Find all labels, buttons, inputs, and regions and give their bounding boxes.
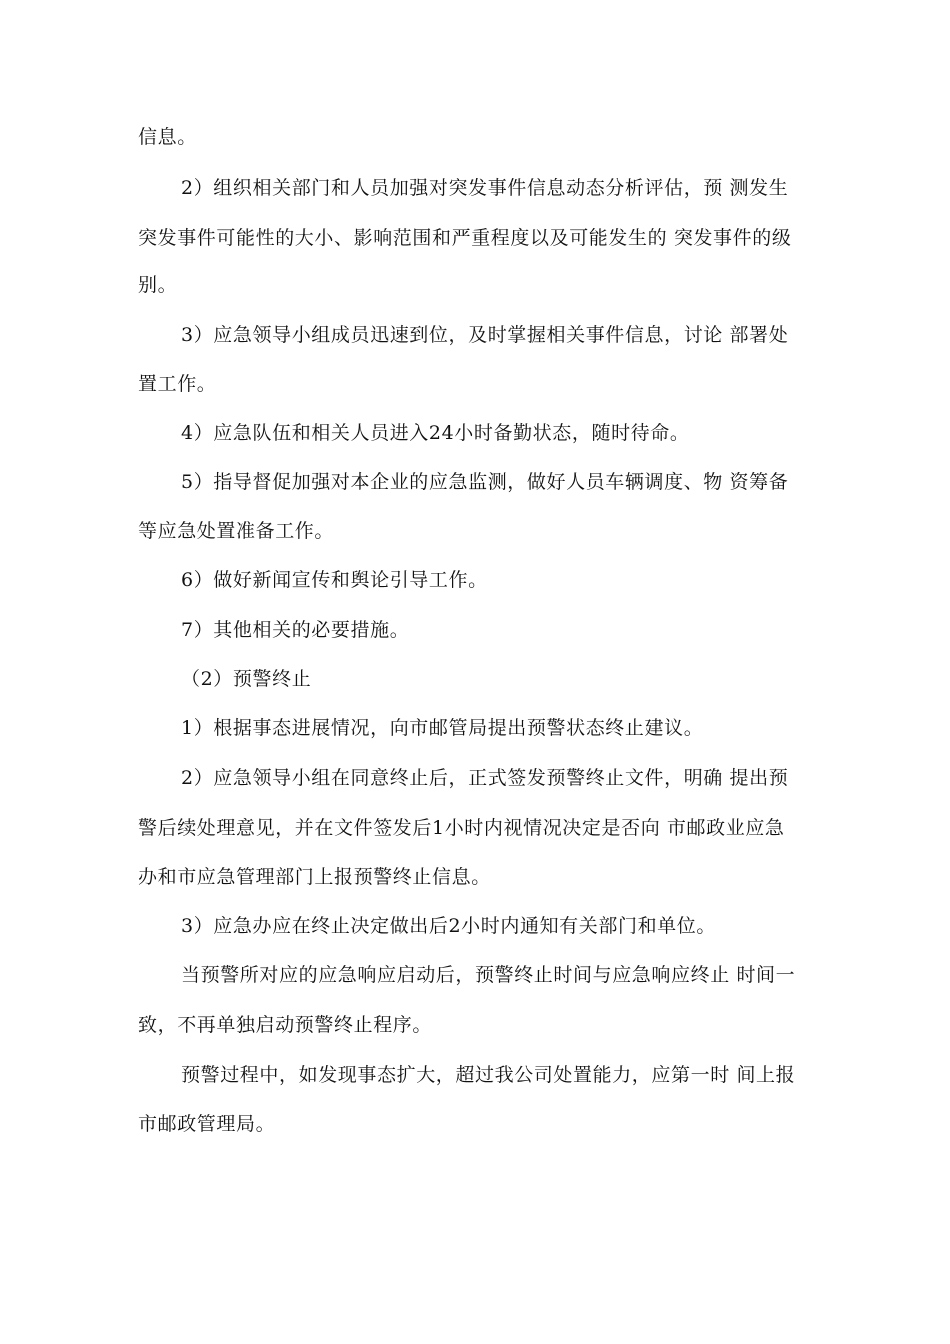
text-line: 信息。 bbox=[138, 126, 197, 148]
text-line: 当预警所对应的应急响应启动后，预警终止时间与应急响应终止 时间一 bbox=[181, 964, 796, 986]
text-line: 5）指导督促加强对本企业的应急监测，做好人员车辆调度、物 资筹备 bbox=[181, 471, 789, 493]
section-heading: （2）预警终止 bbox=[181, 668, 312, 690]
text-line: 置工作。 bbox=[138, 373, 217, 395]
text-line: 2）应急领导小组在同意终止后，正式签发预警终止文件，明确 提出预 bbox=[181, 767, 789, 789]
text-line: 3）应急办应在终止决定做出后2小时内通知有关部门和单位。 bbox=[181, 915, 716, 937]
text-line: 3）应急领导小组成员迅速到位，及时掌握相关事件信息，讨论 部署处 bbox=[181, 324, 789, 346]
text-line: 警后续处理意见，并在文件签发后1小时内视情况决定是否向 市邮政业应急 bbox=[138, 817, 785, 839]
text-line: 2）组织相关部门和人员加强对突发事件信息动态分析评估，预 测发生 bbox=[181, 177, 789, 199]
text-line: 办和市应急管理部门上报预警终止信息。 bbox=[138, 866, 491, 888]
text-line: 市邮政管理局。 bbox=[138, 1113, 276, 1135]
text-line: 致，不再单独启动预警终止程序。 bbox=[138, 1014, 433, 1036]
text-line: 7）其他相关的必要措施。 bbox=[181, 619, 410, 641]
text-line: 别。 bbox=[138, 274, 178, 296]
text-line: 4）应急队伍和相关人员进入24小时备勤状态，随时待命。 bbox=[181, 422, 690, 444]
text-line: 突发事件可能性的大小、影响范围和严重程度以及可能发生的 突发事件的级 bbox=[138, 227, 792, 249]
text-line: 预警过程中，如发现事态扩大，超过我公司处置能力，应第一时 间上报 bbox=[181, 1064, 796, 1086]
text-line: 等应急处置准备工作。 bbox=[138, 520, 335, 542]
text-line: 1）根据事态进展情况，向市邮管局提出预警状态终止建议。 bbox=[181, 717, 704, 739]
text-line: 6）做好新闻宣传和舆论引导工作。 bbox=[181, 569, 488, 591]
